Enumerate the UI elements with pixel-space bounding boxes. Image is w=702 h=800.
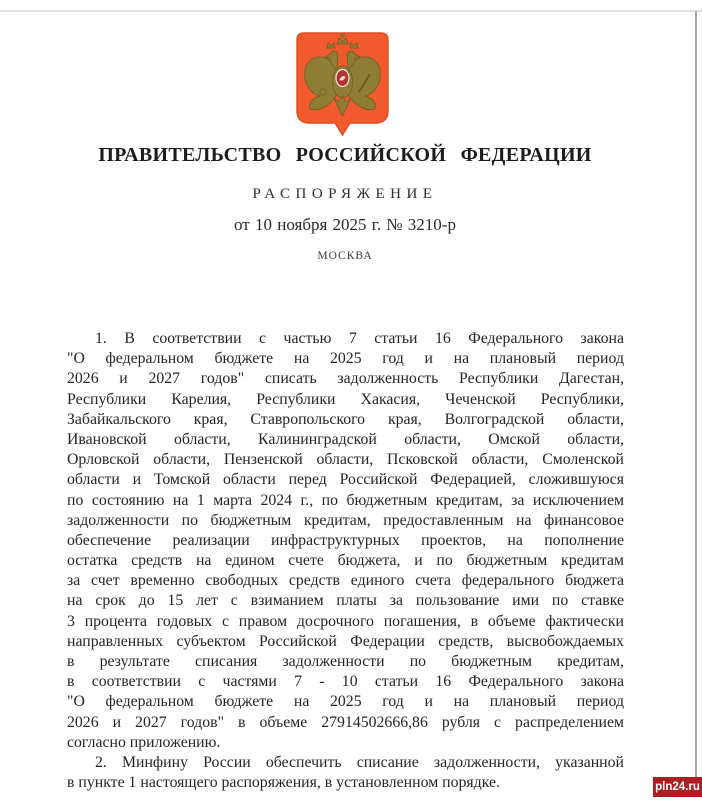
text-line: 2026 и 2027 годов" в объеме 27914502666,86 рубля с распределением	[67, 713, 624, 731]
text-line: области и Томской области перед Российской Федерацией, сложившуюся	[67, 471, 624, 489]
document-body	[67, 329, 624, 793]
text-line: "О федеральном бюджете на 2025 год и на плановый период	[67, 350, 624, 368]
text-line: направленных субъектом Российской Федерации средств, высвобождаемых	[67, 632, 624, 650]
text-line: в соответствии с частями 7 - 10 статьи 16 Федерального закона	[67, 673, 624, 691]
paragraph	[67, 329, 624, 753]
site-watermark-badge: pln24.ru	[653, 777, 702, 797]
paragraph	[67, 753, 624, 793]
text-line: Республики Карелия, Республики Хакасия, Чеченской Республики,	[67, 390, 624, 408]
text-line: Орловской области, Пензенской области, Псковской области, Смоленской	[67, 451, 624, 469]
text-line: Забайкальского края, Ставропольского края, Волгоградской области,	[67, 410, 624, 428]
date-number-line: от 10 ноября 2025 г. № 3210-р	[234, 215, 456, 234]
text-line: в пункте 1 настоящего распоряжения, в установленном порядке.	[67, 774, 500, 792]
document-type-heading: РАСПОРЯЖЕНИЕ	[252, 186, 438, 202]
text-line: на срок до 15 лет с взиманием платы за пользование ими по ставке	[67, 592, 624, 610]
text-line: 1. В соответствии с частью 7 статьи 16 Федерального закона	[95, 330, 624, 347]
text-line: Ивановской области, Калининградской области, Омской области,	[67, 430, 624, 448]
text-line: согласно приложению.	[67, 733, 221, 751]
text-line: 3 процента годовых с правом досрочного погашения, в объеме фактически	[67, 612, 624, 630]
text-line: за счет временно свободных средств единого счета федерального бюджета	[67, 572, 624, 590]
text-line: 2. Минфину России обеспечить списание задолженности, указанной	[95, 753, 624, 771]
text-line: обеспечение реализации инфраструктурных проектов, на пополнение	[67, 531, 624, 549]
text-line: по состоянию на 1 марта 2024 г., по бюджетным кредитам, за исключением	[67, 491, 624, 509]
city-label: МОСКВА	[317, 250, 373, 262]
text-line: остатка средств на едином счете бюджета, и по бюджетным кредитам	[67, 552, 624, 570]
text-line: в результате списания задолженности по бюджетным кредитам,	[67, 653, 624, 670]
government-title: ПРАВИТЕЛЬСТВО РОССИЙСКОЙ ФЕДЕРАЦИИ	[98, 144, 592, 166]
scan-right-edge-line	[695, 11, 697, 797]
russian-coat-of-arms-icon	[296, 32, 389, 138]
scan-top-edge-line	[0, 10, 702, 12]
text-line: задолженности по бюджетным кредитам, предоставленным на финансовое	[67, 511, 624, 529]
text-line: 2026 и 2027 годов" списать задолженность Республики Дагестан,	[67, 370, 624, 388]
text-line: "О федеральном бюджете на 2025 год и на плановый период	[67, 693, 624, 711]
